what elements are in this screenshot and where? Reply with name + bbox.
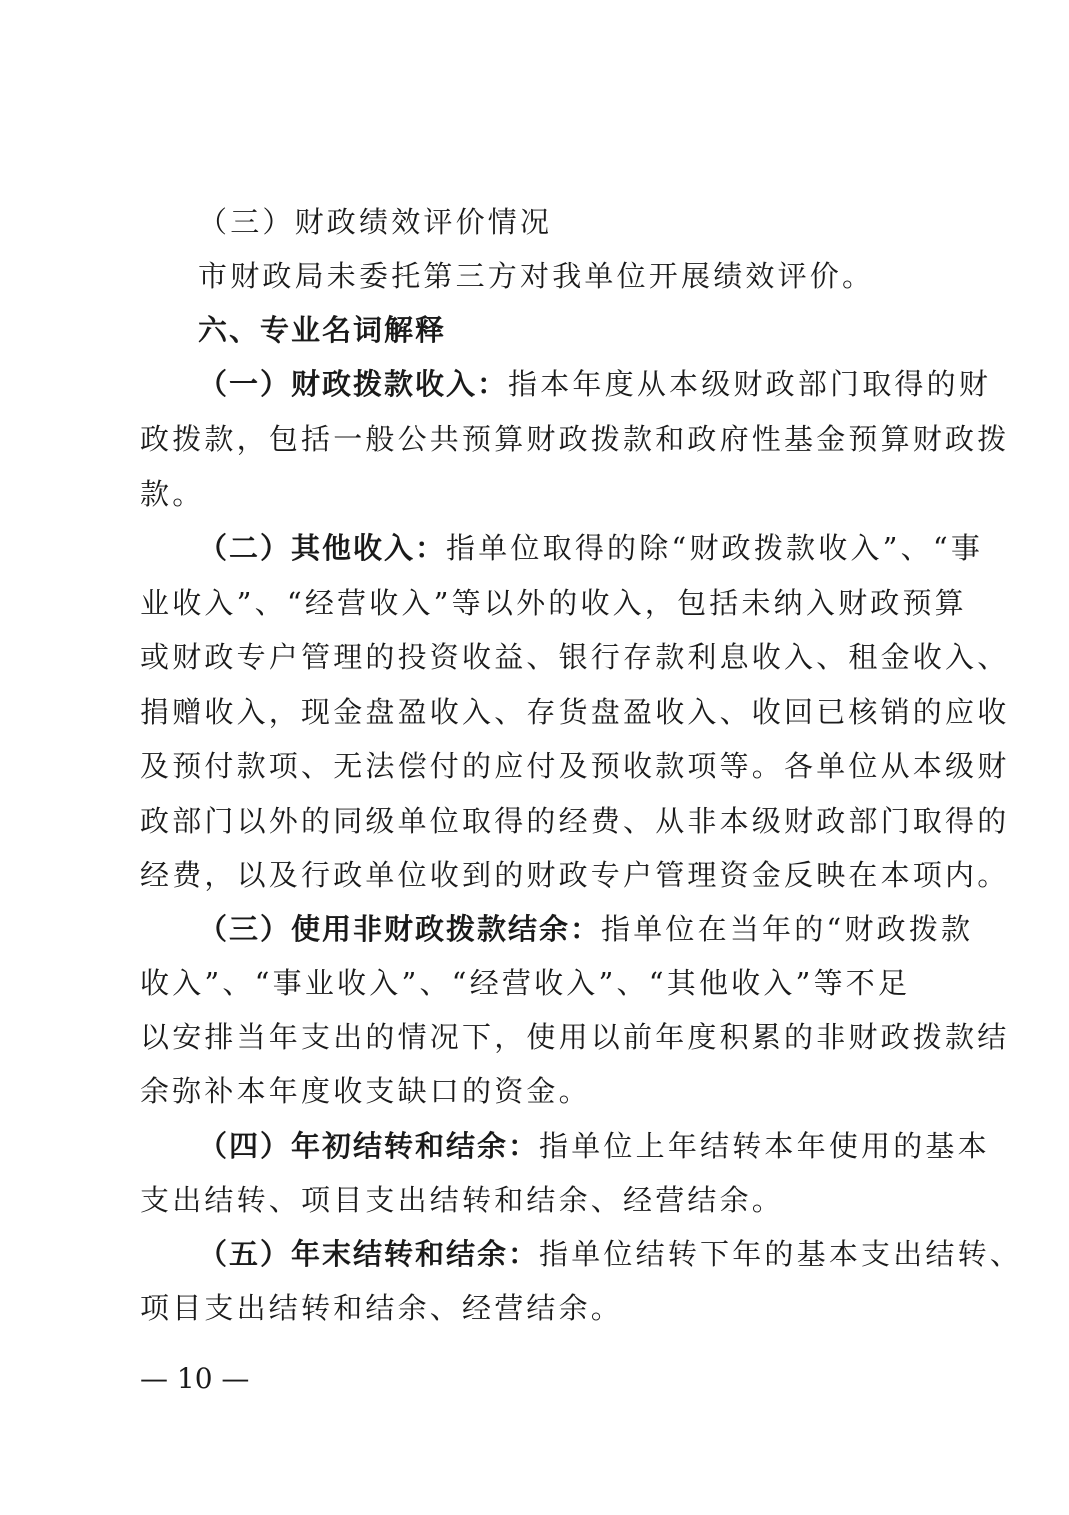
term-3-line-4: 余弥补本年度收支缺口的资金。 [140, 1074, 591, 1108]
term-3-label: （三）使用非财政拨款结余： [198, 912, 602, 946]
term-5-first-line [198, 1237, 1023, 1271]
term-4-text: 指单位上年结转本年使用的基本 [539, 1129, 990, 1163]
term-1-label: （一）财政拨款收入： [198, 367, 509, 401]
term-3-line-2: 收入”、“事业收入”、“经营收入”、“其他收入”等不足 [140, 966, 911, 1000]
term-1-first-line [198, 367, 992, 401]
term-2-line-6: 政部门以外的同级单位取得的经费、从非本级财政部门取得的 [140, 804, 1010, 838]
term-2-line-3: 或财政专户管理的投资收益、银行存款利息收入、租金收入、 [140, 640, 1010, 674]
term-3-text: 指单位在当年的“财政拨款 [601, 912, 974, 946]
term-2-label: （二）其他收入： [198, 531, 447, 565]
term-5-line-2: 项目支出结转和结余、经营结余。 [140, 1291, 624, 1325]
term-2-first-line [198, 531, 984, 565]
section3-body: 市财政局未委托第三方对我单位开展绩效评价。 [198, 259, 875, 293]
term-2-line-2: 业收入”、“经营收入”等以外的收入，包括未纳入财政预算 [140, 586, 967, 620]
term-4-line-2: 支出结转、项目支出结转和结余、经营结余。 [140, 1183, 785, 1217]
term-4-first-line [198, 1129, 990, 1163]
term-3-line-3: 以安排当年支出的情况下，使用以前年度积累的非财政拨款结 [140, 1020, 1010, 1054]
term-2-text: 指单位取得的除“财政拨款收入”、“事 [446, 531, 984, 565]
term-1-text: 指本年度从本级财政部门取得的财 [508, 367, 992, 401]
term-2-line-4: 捐赠收入，现金盘盈收入、存货盘盈收入、收回已核销的应收 [140, 695, 1010, 729]
term-2-line-5: 及预付款项、无法偿付的应付及预收款项等。各单位从本级财 [140, 749, 1010, 783]
page-number: — 10 — [140, 1362, 250, 1395]
section6-title: 六、专业名词解释 [198, 313, 447, 347]
term-4-label: （四）年初结转和结余： [198, 1129, 540, 1163]
term-1-line-3: 款。 [140, 477, 205, 511]
section3-title: （三）财政绩效评价情况 [198, 205, 553, 239]
term-2-line-7: 经费，以及行政单位收到的财政专户管理资金反映在本项内。 [140, 858, 1010, 892]
term-5-label: （五）年末结转和结余： [198, 1237, 540, 1271]
term-3-first-line [198, 912, 974, 946]
term-5-text: 指单位结转下年的基本支出结转、 [539, 1237, 1023, 1271]
term-1-line-2: 政拨款，包括一般公共预算财政拨款和政府性基金预算财政拨 [140, 422, 1010, 456]
